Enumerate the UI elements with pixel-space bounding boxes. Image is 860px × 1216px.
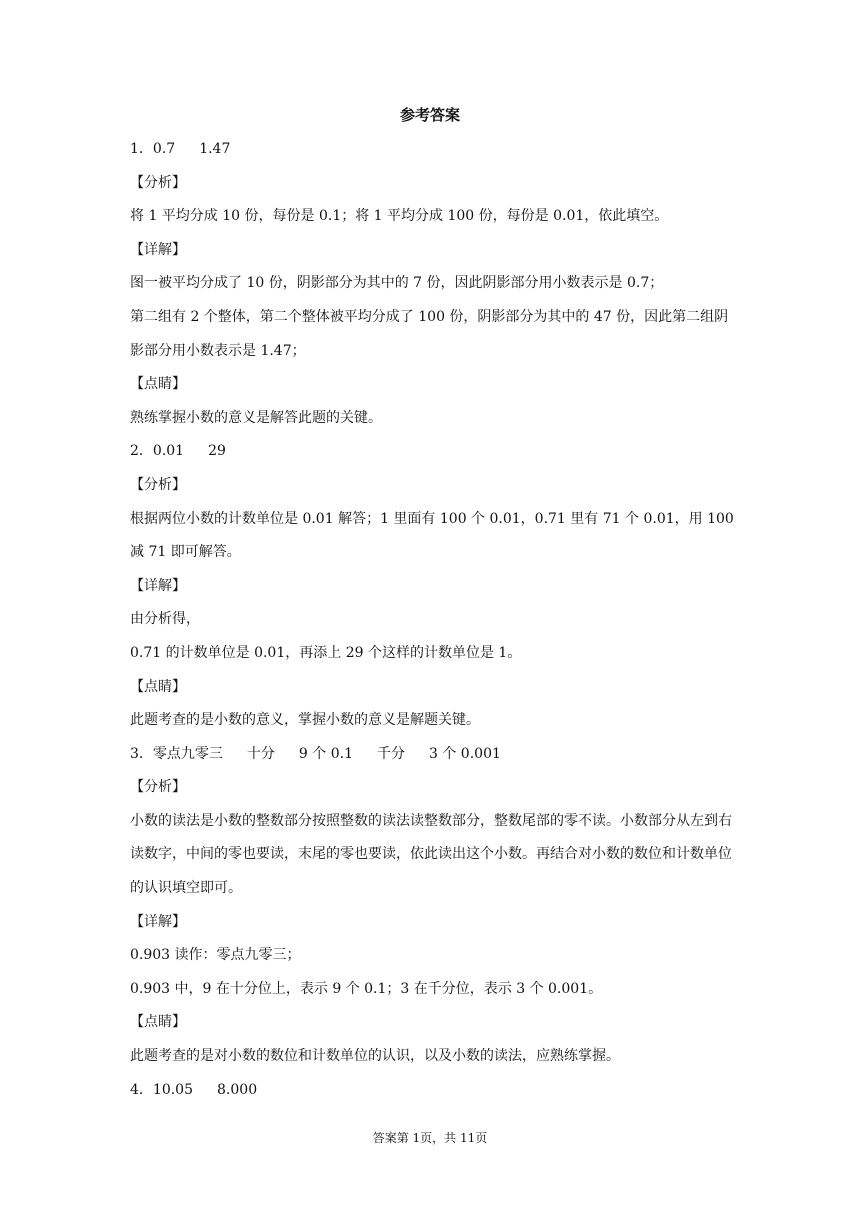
q3-number: 3．: [130, 745, 153, 762]
q3-detail-text-2: 0.903 中，9 在十分位上，表示 9 个 0.1；3 在千分位，表示 3 个 0.001。: [130, 980, 603, 997]
q3-answer-line: [130, 738, 734, 772]
q2-answer-1: 0.01: [152, 443, 185, 460]
q2-analysis-text: 根据两位小数的计数单位是 0.01 解答；1 里面有 100 个 0.01，0.71 里有 71 个 0.01，用 100 减 71 即可解答。: [130, 510, 734, 561]
q2-analysis-heading: 【分析】: [130, 476, 186, 493]
page-title: 参考答案: [399, 106, 460, 124]
q3-answer-5: 3 个 0.001: [429, 745, 501, 762]
q1-answer-2: 1.47: [199, 141, 231, 157]
q1-detail-text-2: 第二组有 2 个整体，第二个整体被平均分成了 100 份，阴影部分为其中的 47 份，因此第二组阴影部分用小数表示是 1.47；: [130, 308, 729, 359]
q1-comment-heading: 【点睛】: [130, 376, 186, 393]
q3-answer-2: 十分: [246, 745, 275, 762]
q3-answer-3: 9 个 0.1: [298, 745, 353, 762]
q2-detail-heading: 【详解】: [130, 577, 186, 594]
q3-detail-text-1: 0.903 读作：零点九零三；: [130, 947, 301, 964]
q4-answer-2: 8.000: [217, 1081, 258, 1098]
q3-comment-heading: 【点睛】: [130, 1014, 186, 1031]
q1-analysis-heading: 【分析】: [130, 174, 186, 191]
q3-analysis-text: 小数的读法是小数的整数部分按照整数的读法读整数部分，整数尾部的零不读。小数部分从左到右读数字，中间的零也要读，末尾的零也要读，依此读出这个小数。再结合对小数的数位和计数单位的认识填空即可。: [130, 812, 732, 897]
q2-comment-text: 此题考查的是小数的意义，掌握小数的意义是解题关键。: [130, 712, 480, 729]
q2-answer-line: [130, 435, 734, 469]
q4-answer-line: [130, 1074, 734, 1108]
q1-analysis-text: 将 1 平均分成 10 份，每份是 0.1；将 1 平均分成 100 份，每份是 0.01，依此填空。: [130, 208, 669, 225]
q1-number: 1．: [130, 141, 153, 157]
q4-number: 4．: [130, 1081, 153, 1098]
q3-comment-text: 此题考查的是对小数的数位和计数单位的认识，以及小数的读法，应熟练掌握。: [130, 1048, 620, 1065]
q2-detail-text-1: 由分析得，: [130, 611, 200, 628]
q3-analysis-heading: 【分析】: [130, 779, 186, 796]
q1-detail-heading: 【详解】: [130, 241, 186, 258]
q2-detail-text-2: 0.71 的计数单位是 0.01，再添上 29 个这样的计数单位是 1。: [130, 644, 522, 661]
q3-detail-heading: 【详解】: [130, 913, 186, 930]
q1-comment-text: 熟练掌握小数的意义是解答此题的关键。: [130, 409, 382, 426]
q2-number: 2．: [130, 443, 153, 460]
answer-content: [130, 133, 734, 1107]
q1-answer-1: 0.7: [152, 141, 176, 157]
q4-answer-1: 10.05: [152, 1081, 194, 1098]
q2-answer-2: 29: [208, 443, 226, 460]
q3-answer-1: 零点九零三: [152, 745, 223, 762]
q1-answer-line: [130, 133, 734, 167]
page-footer: 答案第 1页，共 11页: [372, 1131, 488, 1145]
q3-answer-4: 千分: [377, 745, 405, 762]
q1-detail-text-1: 图一被平均分成了 10 份，阴影部分为其中的 7 份，因此阴影部分用小数表示是 0.7；: [130, 275, 664, 292]
q2-comment-heading: 【点睛】: [130, 678, 186, 695]
